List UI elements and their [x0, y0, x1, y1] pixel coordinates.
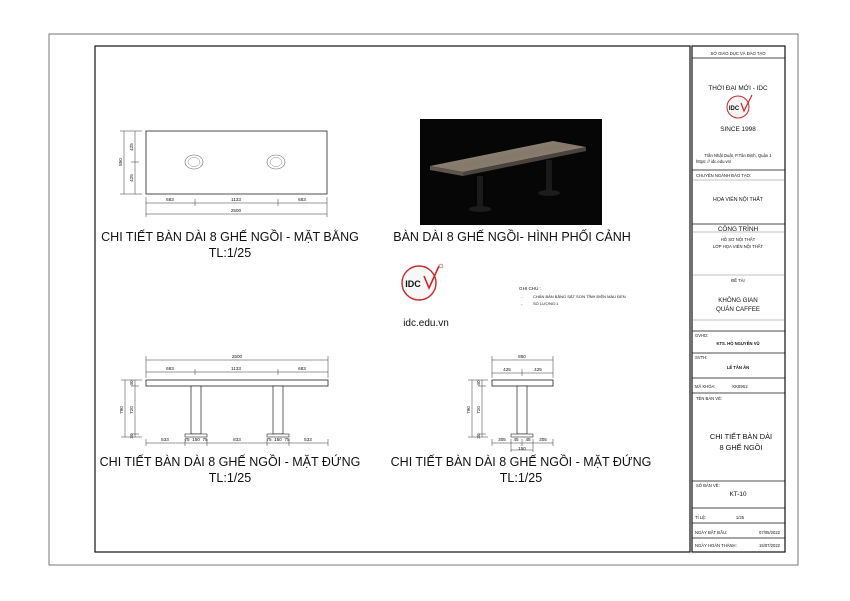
side-bottom-dim: 305 [539, 437, 547, 442]
notes [519, 285, 626, 306]
svg-text:-: - [521, 294, 523, 299]
front-dim-1: 683 [166, 366, 174, 371]
front-bottom-dim: 533 [161, 437, 169, 442]
tb-scale: 1/25 [735, 515, 745, 520]
tb-drawing-name-line1: CHI TIẾT BÀN DÀI [709, 432, 773, 441]
front-view [100, 354, 361, 485]
front-bottom-dim: 533 [304, 437, 312, 442]
plan-hole-left [185, 155, 203, 169]
front-bottom-dim: 75 [184, 437, 190, 442]
plan-title: CHI TIẾT BÀN DÀI 8 GHẾ NGỒI - MẶT BẰNG [101, 230, 359, 244]
side-bottom-sub-dim: 150 [518, 446, 526, 451]
front-title: CHI TIẾT BÀN DÀI 8 GHẾ NGỒI - MẶT ĐỨNG [99, 455, 361, 469]
tb-major: HỌA VIÊN NỘI THẤT [712, 197, 764, 203]
front-bottom-dim: 75 [202, 437, 208, 442]
front-bottom-dim: 833 [233, 437, 241, 442]
plan-side-dim-total: 850 [118, 158, 123, 166]
front-dimension-lines [121, 356, 328, 446]
tb-student-label: SVTH: [695, 355, 708, 360]
title-block [692, 51, 785, 548]
tb-logo-text: IDC [728, 106, 740, 112]
tb-drawing-no: KT-10 [729, 491, 747, 498]
side-dim-2: 425 [534, 367, 542, 372]
front-bottom-dim: 150 [274, 437, 282, 442]
front-side-dim: 720 [129, 406, 134, 414]
notes-heading: GHI CHÚ : [519, 286, 541, 291]
front-side-dim: 40 [129, 380, 134, 386]
tb-finish: 15/07/2022 [759, 543, 780, 548]
tb-course: KK09S2 [732, 384, 748, 389]
side-side-dim: 30 [476, 433, 481, 439]
side-bottom-dim: 45 [525, 437, 531, 442]
front-dim-total: 2500 [231, 354, 243, 359]
tb-topic-line1: KHÔNG GIAN [718, 297, 758, 304]
side-side-dim: 720 [476, 406, 481, 414]
idc-logo-text: IDC [405, 279, 421, 289]
plan-scale: TL:1/25 [208, 246, 252, 260]
tb-topic-label: ĐỀ TÀI [731, 278, 745, 283]
tb-idc-logo [727, 95, 752, 118]
side-tabletop [492, 380, 553, 386]
side-leg [517, 386, 527, 434]
idc-logo [402, 264, 449, 329]
plan-side-dim-1: 425 [129, 143, 134, 151]
note-item: CHÂN BÀN BẰNG SẮT SƠN TĨNH ĐIỆN MÀU ĐEN [533, 294, 626, 299]
tb-since: SINCE 1998 [720, 126, 756, 133]
front-leg-left [191, 386, 201, 434]
front-dim-2: 1133 [231, 366, 241, 371]
tb-course-label: MÃ KHÓA: [695, 384, 716, 389]
website-label: idc.edu.vn [403, 318, 449, 329]
tb-drawing-name-line2: 8 GHẾ NGỒI [719, 443, 763, 452]
plan-dim-1: 683 [166, 197, 174, 202]
tb-school: THỜI ĐẠI MỚI - IDC [708, 85, 768, 92]
tb-address: Trần Nhật Duật, P.Tân Định, Quận 1 [704, 153, 772, 158]
tb-start-label: NGÀY BẮT ĐẦU: [695, 530, 728, 535]
tb-instructor: KTS. HỒ NGUYÊN VŨ [716, 341, 760, 346]
plan-tabletop [146, 131, 327, 194]
side-title: CHI TIẾT BÀN DÀI 8 GHẾ NGỒI - MẶT ĐỨNG [390, 455, 652, 469]
tb-finish-label: NGÀY HOÀN THÀNH: [695, 543, 737, 548]
front-bottom-dim: 150 [192, 437, 200, 442]
tb-topic-line2: QUÁN CAFFEE [715, 306, 761, 313]
tb-project-line2: LỚP HỌA VIÊN NỘI THẤT [712, 244, 764, 249]
tb-department: SỞ GIÁO DỤC VÀ ĐÀO TẠO [710, 51, 766, 56]
note-item: SỐ LƯỢNG:1 [533, 301, 559, 306]
tb-project-line1: HỒ SƠ NỘI THẤT [720, 237, 756, 242]
side-dim-total: 850 [518, 354, 526, 359]
front-leg-right [273, 386, 283, 434]
side-bottom-dim: 45 [513, 437, 519, 442]
plan-side-dim-2: 425 [129, 174, 134, 182]
front-bottom-dim: 75 [284, 437, 290, 442]
front-scale: TL:1/25 [208, 471, 252, 485]
tb-drawing-no-label: SỐ BẢN VẼ: [696, 483, 720, 488]
perspective-title: BÀN DÀI 8 GHẾ NGỒI- HÌNH PHỐI CẢNH [393, 230, 631, 244]
tb-student: LÊ TÂN ÂN [726, 365, 750, 370]
plan-hole-right [267, 155, 285, 169]
front-side-dim-total: 790 [119, 406, 124, 414]
svg-text:-: - [521, 301, 523, 306]
side-side-dim: 40 [476, 380, 481, 386]
side-side-dim-total: 790 [466, 406, 471, 414]
tb-start: 07/05/2022 [759, 530, 780, 535]
perspective-leg-front [477, 176, 483, 208]
tb-scale-label: TỈ LỆ: [695, 515, 707, 520]
front-side-dim: 30 [129, 433, 134, 439]
perspective-view [393, 119, 631, 244]
plan-dim-2: 1133 [231, 197, 241, 202]
plan-view [101, 131, 359, 260]
tb-major-label: CHUYÊN NGÀNH ĐÀO TẠO: [696, 173, 752, 178]
plan-dim-total: 2500 [230, 208, 242, 213]
plan-dimension-lines [120, 131, 327, 217]
front-dim-3: 683 [298, 366, 306, 371]
plan-dim-3: 683 [298, 197, 306, 202]
perspective-leg-back [546, 160, 552, 192]
front-tabletop [146, 380, 328, 386]
tb-project-label: CÔNG TRÌNH [717, 226, 759, 233]
side-dim-1: 425 [503, 367, 511, 372]
front-bottom-dim: 75 [266, 437, 272, 442]
tb-instructor-label: GVHD: [695, 333, 709, 338]
tb-url: https: // idc.edu.vn/ [696, 159, 732, 164]
side-scale: TL:1/25 [499, 471, 543, 485]
tb-drawing-name-label: TÊN BẢN VẼ: [696, 396, 723, 401]
side-bottom-dim: 305 [498, 437, 506, 442]
side-view [391, 354, 652, 485]
